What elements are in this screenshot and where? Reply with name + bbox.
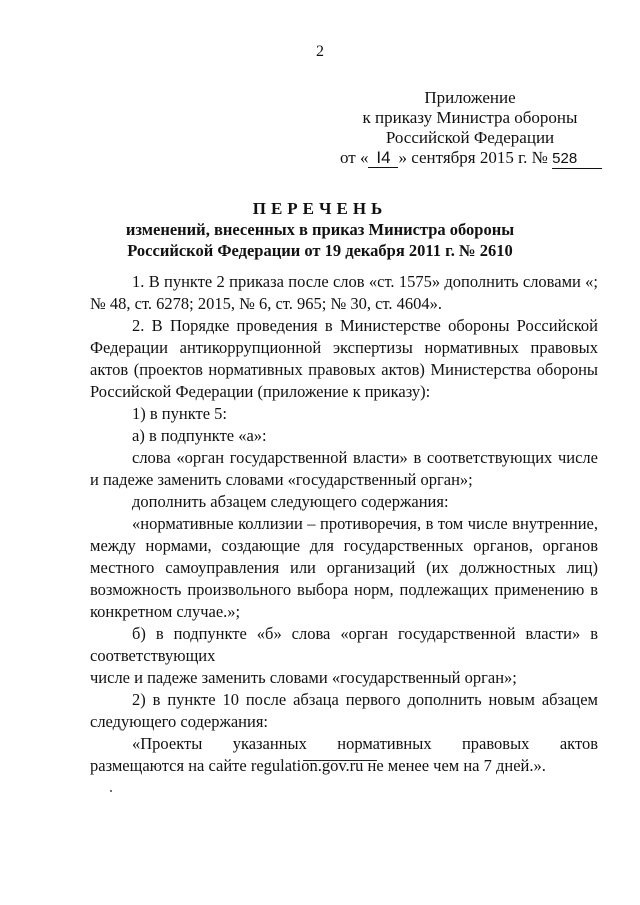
- paragraph-subitem-1: 1) в пункте 5:: [132, 404, 227, 423]
- paragraph-quote-line-1: «Проекты указанных нормативных правовых актов: [132, 734, 598, 753]
- paragraph-item-1: 1. В пункте 2 приказа после слов «ст. 1575» дополнить словами «; № 48, ст. 6278; 2015, № 6, ст. 965; № 30, ст. 4604».: [90, 272, 598, 313]
- scan-speck: [110, 790, 112, 792]
- paragraph-add-clause: дополнить абзацем следующего содержания:: [132, 492, 449, 511]
- appendix-line-2: к приказу Министра обороны: [362, 108, 578, 127]
- appendix-header: [340, 88, 600, 169]
- paragraph-subitem-a: а) в подпункте «а»:: [132, 426, 267, 445]
- paragraph-definition: «нормативные коллизии – противоречия, в том числе внутренние, между нормами, создающие для государственных органов, органов местного самоуправления или организаций (их должностных лиц) возможность произвольного выбора норм, подлежащих применению в конкретном случае.»;: [90, 514, 598, 621]
- document-title: ПЕРЕЧЕНЬ: [252, 199, 388, 218]
- appendix-line-3: Российской Федерации: [385, 128, 555, 147]
- paragraph-replace-words: слова «орган государственной власти» в соответствующих числе и падеже заменить словами «государственный орган»;: [90, 448, 598, 489]
- appendix-line-1: Приложение: [424, 88, 516, 107]
- page-number: 2: [316, 43, 324, 60]
- document-subtitle: [80, 219, 560, 261]
- paragraph-subitem-b-line-1: б) в подпункте «б» слова «орган государственной власти» в соответствующих: [90, 624, 598, 665]
- date-day: I4: [368, 149, 398, 168]
- paragraph-subitem-b-line-2: числе и падеже заменить словами «государственный орган»;: [90, 668, 517, 687]
- subtitle-line-1: изменений, внесенных в приказ Министра обороны: [125, 220, 515, 239]
- date-suffix: » сентября 2015 г. №: [398, 148, 548, 167]
- document-body: [90, 271, 598, 777]
- paragraph-quote-line-2: размещаются на сайте regulation.gov.ru не менее чем на 7 дней.».: [90, 756, 546, 775]
- paragraph-item-2: 2. В Порядке проведения в Министерстве обороны Российской Федерации антикоррупционной экспертизы нормативных правовых актов (проектов нормативных правовых актов) Министерства обороны Российской Федерации (приложение к приказу):: [90, 316, 598, 401]
- subtitle-line-2: Российской Федерации от 19 декабря 2011 г. № 2610: [127, 241, 513, 260]
- end-separator: [303, 760, 377, 761]
- date-prefix: от «: [340, 148, 369, 167]
- appendix-date-line: [340, 148, 600, 169]
- paragraph-subitem-2: 2) в пункте 10 после абзаца первого дополнить новым абзацем следующего содержания:: [90, 690, 598, 731]
- order-number: 528: [552, 150, 602, 169]
